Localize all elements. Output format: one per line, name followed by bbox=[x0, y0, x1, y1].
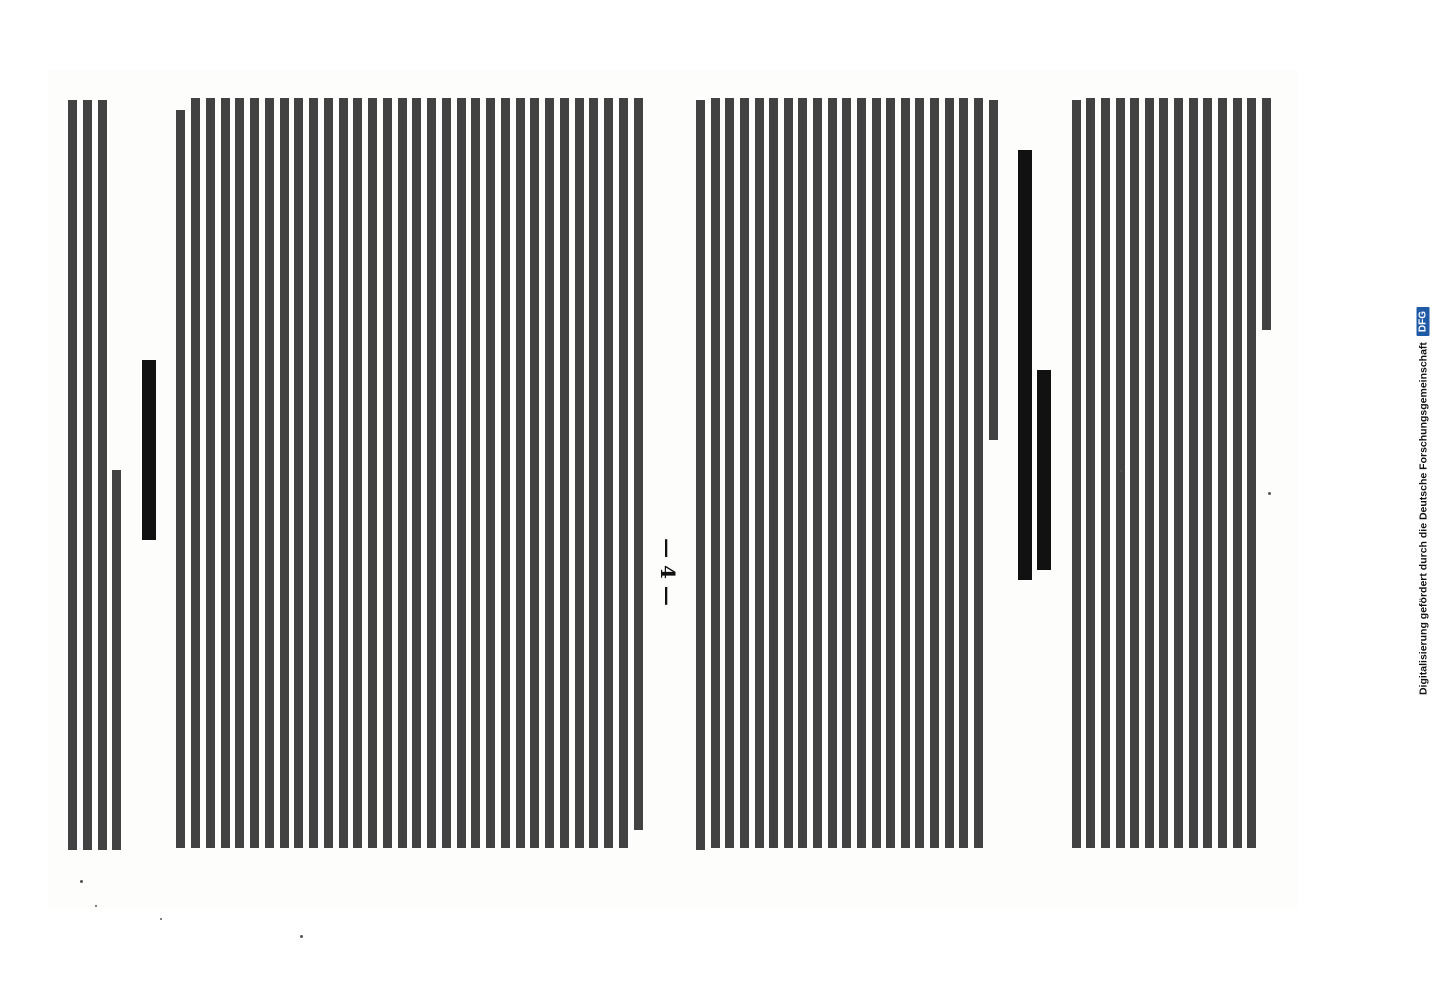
text-line bbox=[755, 98, 764, 848]
text-line bbox=[309, 98, 318, 848]
text-line bbox=[339, 98, 348, 848]
scan-speck bbox=[95, 905, 97, 907]
text-line bbox=[1218, 98, 1227, 848]
text-line bbox=[959, 98, 968, 848]
page-number: — 4 — bbox=[656, 538, 680, 606]
text-line bbox=[516, 98, 525, 848]
text-line bbox=[486, 98, 495, 848]
text-line bbox=[221, 98, 230, 848]
text-line bbox=[235, 98, 244, 848]
text-line bbox=[1247, 98, 1256, 848]
scan-speck bbox=[300, 935, 303, 938]
text-line bbox=[112, 470, 121, 850]
text-line bbox=[740, 98, 749, 848]
text-line bbox=[191, 98, 200, 848]
text-line bbox=[872, 98, 881, 848]
text-line bbox=[886, 98, 895, 848]
section-heading bbox=[142, 360, 156, 540]
scanned-page bbox=[48, 70, 1298, 910]
text-line bbox=[530, 98, 539, 848]
text-line bbox=[1203, 98, 1212, 848]
text-line bbox=[930, 98, 939, 848]
text-line bbox=[1189, 98, 1198, 848]
credit-text: Digitalisierung gefördert durch die Deutsche Forschungsgemeinschaft bbox=[1417, 341, 1429, 695]
text-line bbox=[1145, 98, 1154, 848]
text-line bbox=[813, 98, 822, 848]
text-line bbox=[989, 100, 998, 440]
text-line bbox=[725, 98, 734, 848]
text-line bbox=[250, 98, 259, 848]
text-line bbox=[1101, 98, 1110, 848]
text-line bbox=[176, 110, 185, 848]
text-line bbox=[901, 98, 910, 848]
scan-speck bbox=[1268, 492, 1271, 495]
text-line bbox=[1233, 98, 1242, 848]
text-line bbox=[83, 100, 92, 850]
text-line bbox=[1174, 98, 1183, 848]
text-line bbox=[711, 98, 720, 848]
digitization-credit bbox=[1410, 8, 1434, 993]
text-line bbox=[68, 100, 77, 850]
text-line bbox=[784, 98, 793, 848]
text-line bbox=[589, 98, 598, 848]
text-line bbox=[353, 98, 362, 848]
scan-speck bbox=[160, 918, 162, 920]
text-line bbox=[604, 98, 613, 848]
text-line bbox=[368, 98, 377, 848]
text-line bbox=[265, 98, 274, 848]
text-line bbox=[1116, 98, 1125, 848]
text-line bbox=[324, 98, 333, 848]
text-line bbox=[1086, 98, 1095, 848]
scan-speck bbox=[1120, 470, 1122, 472]
text-line bbox=[442, 98, 451, 848]
text-line bbox=[769, 98, 778, 848]
text-line bbox=[915, 98, 924, 848]
text-line bbox=[798, 98, 807, 848]
text-line bbox=[828, 98, 837, 848]
text-line bbox=[294, 98, 303, 848]
text-line bbox=[1130, 98, 1139, 848]
right-text-column bbox=[696, 70, 1271, 870]
text-line bbox=[501, 98, 510, 848]
section-heading bbox=[1037, 370, 1051, 570]
text-line bbox=[427, 98, 436, 848]
text-line bbox=[1072, 100, 1081, 848]
text-line bbox=[619, 98, 628, 848]
text-line bbox=[412, 98, 421, 848]
text-line bbox=[842, 98, 851, 848]
text-line bbox=[98, 100, 107, 850]
text-line bbox=[457, 98, 466, 848]
text-line bbox=[471, 98, 480, 848]
section-heading bbox=[1018, 150, 1032, 580]
left-text-column bbox=[68, 70, 643, 870]
text-line bbox=[206, 98, 215, 848]
text-line bbox=[857, 98, 866, 848]
dfg-logo: DFG bbox=[1417, 306, 1430, 335]
text-line bbox=[280, 98, 289, 848]
scan-speck bbox=[80, 880, 83, 883]
text-line bbox=[634, 98, 643, 830]
text-line bbox=[945, 98, 954, 848]
text-line bbox=[398, 98, 407, 848]
text-line bbox=[560, 98, 569, 848]
text-line bbox=[383, 98, 392, 848]
text-line bbox=[545, 98, 554, 848]
text-line bbox=[575, 98, 584, 848]
text-line bbox=[1262, 98, 1271, 330]
text-line bbox=[974, 98, 983, 848]
text-line bbox=[1159, 98, 1168, 848]
text-line bbox=[696, 100, 705, 850]
